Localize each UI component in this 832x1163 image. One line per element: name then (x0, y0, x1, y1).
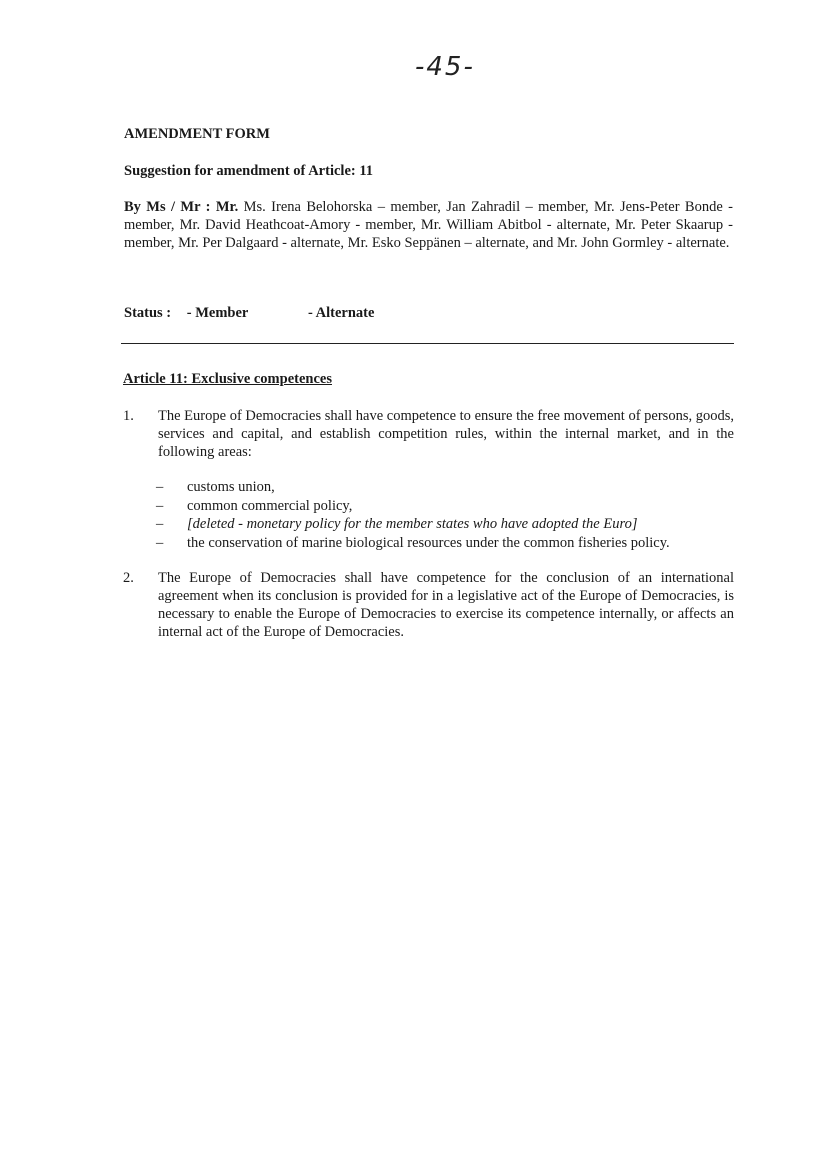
proposers-list: Ms. Irena Belohorska – member, Jan Zahradil – member, Mr. Jens-Peter Bonde - member, Mr. David Heathcoat-Amory - member, Mr. William Abitbol - alternate, Mr. Peter Skaarup - member, Mr. Per Dalgaard - alternate, Mr. Esko Seppänen – alternate, and Mr. John Gormley - alternate. (124, 199, 733, 251)
list-item (156, 497, 670, 516)
list-item-text: customs union, (187, 479, 275, 495)
paragraph-2 (123, 569, 734, 641)
section-divider (121, 343, 734, 344)
status-row (124, 305, 374, 322)
paragraph-text: The Europe of Democracies shall have competence to ensure the free movement of persons, goods, services and capital, and establish competition rules, within the internal market, and in the following areas: (158, 408, 734, 460)
list-item (156, 515, 670, 534)
deleted-list-item-text: [deleted - monetary policy for the member states who have adopted the Euro] (187, 516, 638, 532)
handwritten-page-number: -45- (415, 52, 475, 82)
bullet-dash: – (156, 479, 164, 495)
areas-list (156, 478, 670, 552)
suggestion-line: Suggestion for amendment of Article: 11 (124, 163, 374, 179)
paragraph-text: The Europe of Democracies shall have competence for the conclusion of an international agreement when its conclusion is provided for in a legislative act of the Europe of Democracies, is necessary to enable the Europe of Democracies to exercise its competence internally, or affects an internal act of the Europe of Democracies. (158, 570, 734, 640)
bullet-dash: – (156, 534, 164, 551)
status-member-option: - Member (186, 305, 249, 321)
list-item (156, 534, 670, 553)
proposers-block (124, 198, 733, 252)
bullet-dash: – (156, 497, 164, 514)
form-title: AMENDMENT FORM (124, 126, 270, 142)
list-item-text: common commercial policy, (187, 497, 353, 514)
paragraph-number: 2. (123, 570, 134, 586)
list-item-text: the conservation of marine biological resources under the common fisheries policy. (187, 534, 670, 551)
bullet-dash: – (156, 516, 164, 532)
article-heading: Article 11: Exclusive competences (123, 371, 332, 387)
paragraph-number: 1. (123, 408, 134, 424)
paragraph-1 (123, 407, 734, 461)
status-alternate-option: - Alternate (307, 305, 375, 321)
proposers-label: By Ms / Mr : Mr. (124, 199, 239, 215)
list-item (156, 478, 670, 497)
status-label: Status : (124, 305, 172, 321)
